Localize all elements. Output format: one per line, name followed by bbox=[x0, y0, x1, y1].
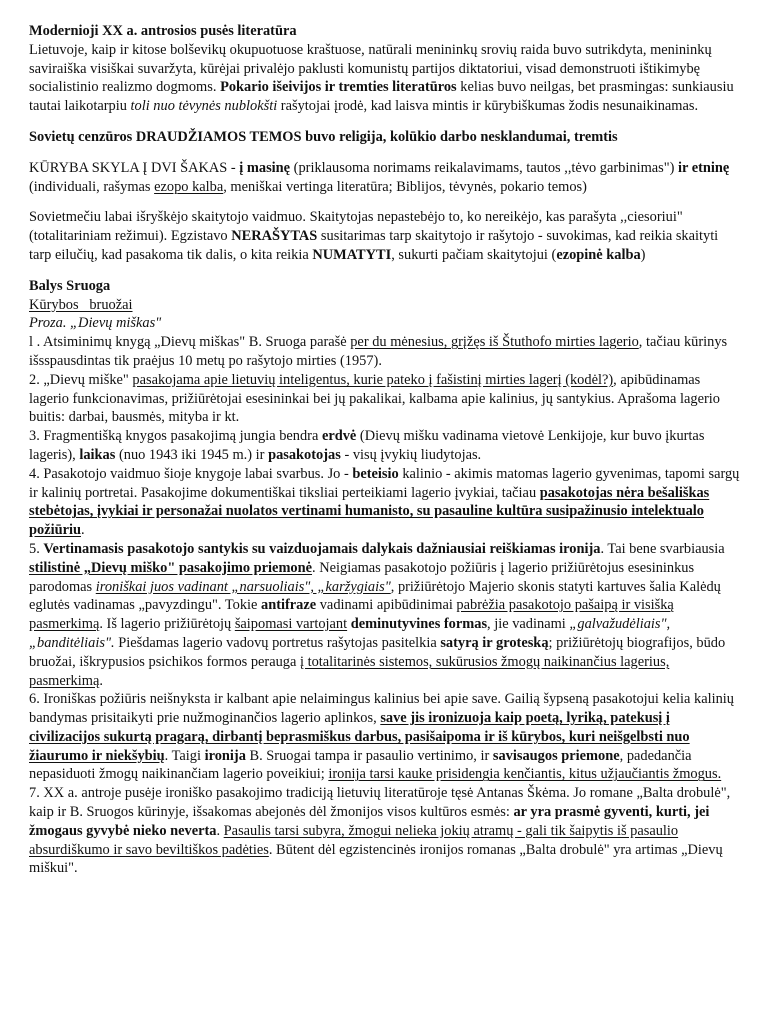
reader-role-paragraph bbox=[29, 208, 742, 264]
italic-underlined-text bbox=[96, 579, 391, 595]
censorship-heading bbox=[29, 128, 742, 147]
text: 4. Pasakotojo vaidmuo šioje knygoje labai svarbus. Jo - bbox=[29, 465, 353, 482]
bold-text: savisaugos priemone bbox=[492, 747, 620, 764]
text: l . Atsiminimų knygą „Dievų miškas" B. Sruoga parašė bbox=[29, 334, 351, 351]
author-heading bbox=[29, 277, 742, 296]
features-heading bbox=[29, 296, 742, 315]
list-item-5 bbox=[29, 540, 742, 690]
bold-underlined-text bbox=[29, 560, 312, 576]
text: . Tai bene svarbiausia bbox=[600, 540, 725, 557]
underlined-text: pasakojama apie lietuvių inteligentus, kurie pateko į fašistinį mirties lagerį (kodėl?) bbox=[132, 371, 614, 388]
text: B. Sruogai tampa ir pasaulio vertinimo, ir bbox=[245, 747, 493, 764]
bold-text: ar yra prasmė gyventi, kurti, jei žmogaus gyvybė nieko neverta bbox=[29, 804, 710, 839]
text: ; prižiūrėtojų biografijos, būdo bruožai, iškrypusios psichikos formos perauga bbox=[29, 634, 726, 670]
text: (nuo 1943 iki 1945 m.) ir bbox=[115, 446, 269, 463]
italic-text: toli nuo tėvynės nublokšti bbox=[130, 98, 278, 115]
text: Sovietmečiu labai išryškėjo skaitytojo vaidmuo. Skaitytojas nepastebėjo to, ko nereikėjo, kas parašyta ,,ciesoriui" (totalitariniam režimui). Egzistavo bbox=[29, 209, 683, 245]
bold-text: antifraze bbox=[261, 597, 317, 614]
bold-text: erdvė bbox=[321, 428, 357, 445]
bold-text: į masinę bbox=[239, 159, 291, 176]
text: . Iš lagerio prižiūrėtojų bbox=[99, 616, 235, 633]
text: , meniškai vertinga literatūra; Biblijos, tėvynės, pokario temos) bbox=[223, 178, 587, 195]
text: (individuali, rašymas bbox=[29, 178, 155, 195]
text: 7. XX a. antroje pusėje ironiško pasakojimo tradiciją lietuvių literatūroje tęsė Antanas Škėma. Jo romane „Balta drobulė", kaip ir B. Sruogos kūrinyje, išsakomas abejonės dėl žmonijos visos kultūros esmės: bbox=[29, 785, 731, 821]
text: , jie vadinami bbox=[487, 616, 570, 633]
text: . bbox=[80, 522, 85, 539]
text: . bbox=[216, 822, 224, 839]
underlined-text: pabrėžia pasakotojo pašaipą ir visišką pasmerkimą bbox=[29, 597, 674, 633]
bold-text: Pokario išeivijos ir tremties literatūros bbox=[220, 79, 457, 96]
bold-text: laikas bbox=[79, 446, 116, 463]
underlined-text: per du mėnesius, grįžęs iš Štuthofo mirties lagerio bbox=[350, 334, 639, 351]
italic-text: „galvažudėliais", „banditėliais". bbox=[29, 616, 671, 651]
bold-text: ironija bbox=[204, 747, 246, 764]
text: KŪRYBA SKYLA Į DVI ŠAKAS - bbox=[29, 159, 240, 176]
text: , tačiau kūrinys išsspausdintas tik praėjus 10 metų po rašytojo mirties (1957). bbox=[29, 334, 728, 369]
text: . Neigiamas pasakotojo požiūris į lagerio prižiūrėtojus esesininkus parodomas bbox=[29, 559, 695, 595]
text: . bbox=[99, 672, 103, 689]
text: vadinami apibūdinimai bbox=[316, 597, 457, 614]
bold-text: ezopinė kalba bbox=[556, 246, 641, 263]
list-item-1 bbox=[29, 333, 742, 371]
author-name: Balys Sruoga bbox=[29, 277, 111, 294]
section-title-text: Modernioji XX a. antrosios pusės literatūra bbox=[29, 23, 297, 39]
text: kelias buvo neilgas, bet prasmingas: sunkiausiu tautai laikotarpiu bbox=[29, 79, 734, 115]
text: (priklausoma norimams reikalavimams, tautos ,,tėvo garbinimas") bbox=[290, 159, 679, 176]
list-item-7 bbox=[29, 784, 742, 878]
list-item-6 bbox=[29, 690, 742, 784]
text: , prižiūrėtojo Majerio skonis statyti kartuves šalia Kalėdų eglutės vadinamas „pavyzdingu". Tokie bbox=[29, 578, 721, 614]
list-item-2 bbox=[29, 371, 742, 427]
text: . Būtent dėl egzistencinės ironijos romanas „Balta drobulė" yra artimas „Dievų miškui". bbox=[29, 841, 723, 877]
text: 5. bbox=[29, 540, 44, 557]
text: , apibūdinamas lagerio funkcionavimas, prižiūrėtojai esesininkai bei jų pakalikai, kalbama apie kalinius, jų santykius. Aprašoma lagerio buitis: darbai, bausmės, mityba ir kt. bbox=[29, 371, 720, 426]
list-item-4 bbox=[29, 465, 742, 540]
underlined-text: ezopo kalba bbox=[154, 178, 224, 195]
text: (Dievų mišku vadinama vietovė Lenkijoje, kur buvo įkurtas lageris), bbox=[29, 428, 705, 463]
text: 3. Fragmentišką knygos pasakojimą jungia bendra bbox=[29, 428, 322, 445]
bold-text: satyrą ir groteską bbox=[440, 634, 549, 651]
intro-paragraph bbox=[29, 41, 742, 116]
text: . Taigi bbox=[164, 747, 205, 764]
text: ) bbox=[640, 246, 646, 263]
underlined-text: pasakotojas nėra bešališkas stebėtojas, įvykiai ir personažai nuolatos vertinami humanisto, su pasauline kultūra susipažinusio intelektualo požiūriu bbox=[29, 484, 710, 539]
text: 2. „Dievų miške" bbox=[29, 371, 133, 388]
section-title bbox=[29, 22, 742, 41]
underlined-text: šaipomasi vartojant bbox=[234, 616, 348, 633]
underlined-text: Pasaulis tarsi subyra, žmogui nelieka jokių atramų - gali tik šaipytis iš pasaulio absurdiškumo ir savo beviltiškos padėties bbox=[29, 822, 679, 858]
underlined-text: save jis ironizuoja kaip poetą, lyriką, patekusį į civilizacijos sukurtą pragarą, dirbantį beprasmiškus darbus, pasišaipoma ir iš kūrybos, kuri neišgelbsti nuo žiaurumo ir niekšybių bbox=[29, 710, 690, 764]
bold-text: beteisio bbox=[352, 465, 399, 482]
text: Piešdamas lagerio vadovų portretus rašytojas pasitelkia bbox=[114, 634, 441, 651]
bold-text: NUMATYTI bbox=[312, 246, 392, 263]
text: , sukurti pačiam skaitytojui ( bbox=[391, 246, 557, 263]
underlined-text: ironija tarsi kauke prisidengia kenčiantis, kitus užjaučiantis žmogus. bbox=[328, 766, 722, 783]
list-item-3 bbox=[29, 427, 742, 465]
prose-label: Proza. „Dievų miškas" bbox=[29, 315, 162, 332]
bold-text: pasakotojas bbox=[268, 446, 341, 463]
features-label: Kūrybos bruožai bbox=[29, 296, 133, 313]
text: susitarimas tarp skaitytojo ir rašytojo - suvokimas, kad reikia skaityti tarp eilučių, kad pasakoma tik dalis, o kita reikia bbox=[29, 228, 719, 263]
bold-text: deminutyvines formas bbox=[350, 616, 488, 633]
bold-text: ir etninę bbox=[678, 159, 730, 176]
text: 6. Ironiškas požiūris neišnyksta ir kalbant apie nelaimingus kalinius bei apie save. Gailią šypseną pasakotojui kelia kalinių bandymas prisitaikyti prie nužmoginančios lagerio aplinkos, bbox=[29, 691, 734, 727]
prose-heading bbox=[29, 314, 742, 333]
text: rašytojai įrodė, kad laisva mintis ir kūrybiškumas žodis nesunaikinamas. bbox=[277, 98, 699, 115]
underlined-text: ironiškai juos vadinant „narsuoliais", „karžygiais" bbox=[95, 578, 391, 595]
text: kalinio - akimis matomas lagerio gyvenimas, tapomi sargų ir kalinių portretai. Pasakojime dokumentiškai tiksliai perteikiami lagerio įvykiai, tačiau bbox=[29, 465, 740, 501]
bold-text: Vertinamasis pasakotojo santykis su vaizduojamais dalykais dažniausiai reiškiamas ironija bbox=[43, 540, 601, 557]
text: Lietuvoje, kaip ir kitose bolševikų okupuotuose kraštuose, natūrali menininkų srovių raida buvo sutrikdyta, menininkų saviraiška visiškai suvaržyta, kūrėjai privalėjo paklusti komunistų partijos diktatoriui, visad demonstruoti ištikimybę socialistinio realizmo dogmoms. bbox=[29, 41, 712, 96]
underlined-text: į totalitarinės sistemos, sukūrusios žmogų naikinančius lagerius, pasmerkimą bbox=[29, 653, 670, 689]
text: - visų įvykių liudytojas. bbox=[340, 446, 482, 463]
text: , padedančia nepasiduoti žmogų naikinančiam lagerio poveikiui; bbox=[29, 747, 692, 783]
underlined-text: stilistinė „Dievų miško" pasakojimo priemonė bbox=[29, 559, 313, 576]
bold-text: NERAŠYTAS bbox=[231, 228, 318, 245]
two-branches-paragraph bbox=[29, 159, 742, 197]
bold-text: Sovietų cenzūros DRAUDŽIAMOS TEMOS buvo religija, kolūkio darbo nesklandumai, tremtis bbox=[29, 128, 618, 145]
